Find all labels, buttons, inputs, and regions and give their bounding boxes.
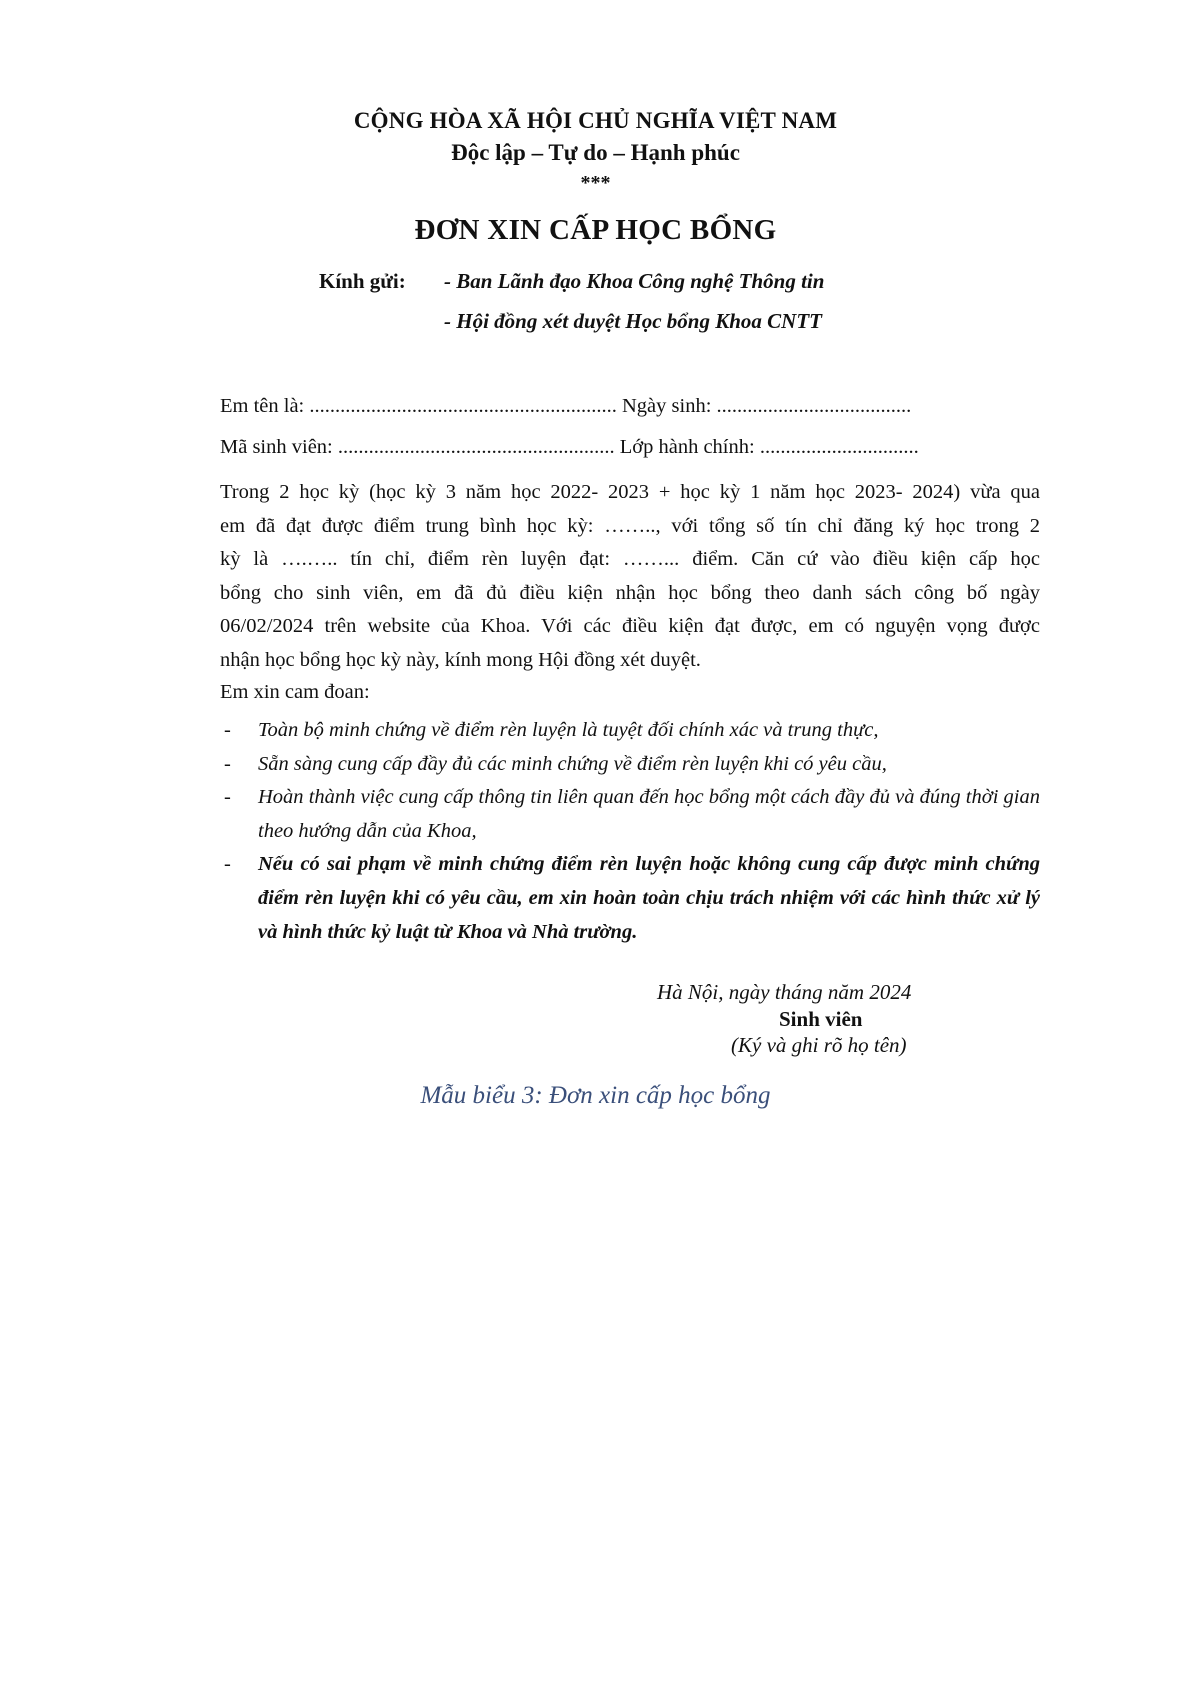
body-line: em đã đạt được điểm trung bình học kỳ: …….., với tổng số tín chỉ đăng ký học trong 2 — [220, 514, 1040, 537]
commitment-text: Sẵn sàng cung cấp đầy đủ các minh chứng về điểm rèn luyện khi có yêu cầu, — [258, 752, 887, 775]
commitment-text: Toàn bộ minh chứng về điểm rèn luyện là tuyệt đối chính xác và trung thực, — [258, 719, 879, 741]
recipient-item-scholarship-council: - Hội đồng xét duyệt Học bổng Khoa CNTT — [444, 309, 822, 333]
commitment-item — [220, 781, 1040, 848]
list-dash: - — [224, 786, 231, 809]
signature-place-date: Hà Nội, ngày tháng năm 2024 — [657, 980, 912, 1004]
list-dash: - — [224, 853, 231, 876]
body-line: nhận học bổng học kỳ này, kính mong Hội đồng xét duyệt. — [220, 648, 701, 671]
commitment-item — [220, 714, 1040, 748]
commitment-list — [220, 714, 1040, 949]
signature-role: Sinh viên — [779, 1007, 863, 1031]
commitment-text: Hoàn thành việc cung cấp thông tin liên quan đến học bổng một cách đầy đủ và đúng thời gian theo hướng dẫn của Khoa, — [258, 786, 1040, 842]
form-title: ĐƠN XIN CẤP HỌC BỔNG — [414, 214, 777, 246]
header-separator: *** — [580, 172, 611, 194]
list-dash: - — [224, 752, 231, 775]
signature-hint: (Ký và ghi rõ họ tên) — [731, 1033, 907, 1057]
figure-caption: Mẫu biểu 3: Đơn xin cấp học bổng — [420, 1082, 771, 1109]
name-birthdate-field: Em tên là: ............................................................ Ngày sinh: ...................................... — [220, 395, 912, 417]
body-line: bổng cho sinh viên, em đã đủ điều kiện nhận học bổng theo danh sách công bố ngày — [220, 581, 1040, 604]
recipient-item-faculty-board: - Ban Lãnh đạo Khoa Công nghệ Thông tin — [444, 269, 825, 293]
national-title: CỘNG HÒA XÃ HỘI CHỦ NGHĨA VIỆT NAM — [353, 108, 838, 133]
body-line: Trong 2 học kỳ (học kỳ 3 năm học 2022- 2023 + học kỳ 1 năm học 2023- 2024) vừa qua — [220, 481, 1040, 503]
list-dash: - — [224, 719, 231, 741]
commitment-intro: Em xin cam đoan: — [220, 681, 370, 703]
commitment-item-responsibility — [220, 848, 1040, 949]
national-motto: Độc lập – Tự do – Hạnh phúc — [451, 140, 740, 165]
body-line: kỳ là ….….. tín chỉ, điểm rèn luyện đạt: ……... điểm. Căn cứ vào điều kiện cấp học — [220, 548, 1040, 571]
commitment-text: Nếu có sai phạm về minh chứng điểm rèn luyện hoặc không cung cấp được minh chứng điểm rèn luyện khi có yêu cầu, em xin hoàn toàn chịu trách nhiệm với các hình thức xử lý và hình thức kỷ luật từ Khoa và Nhà trường. — [258, 853, 1040, 943]
application-body — [220, 476, 1040, 678]
recipient-label: Kính gửi: — [319, 269, 406, 293]
body-line: 06/02/2024 trên website của Khoa. Với các điều kiện đạt được, em có nguyện vọng được — [220, 615, 1040, 638]
student-id-class-field: Mã sinh viên: ...................................................... Lớp hành chính: ............................... — [220, 436, 919, 458]
commitment-item — [220, 748, 1040, 782]
